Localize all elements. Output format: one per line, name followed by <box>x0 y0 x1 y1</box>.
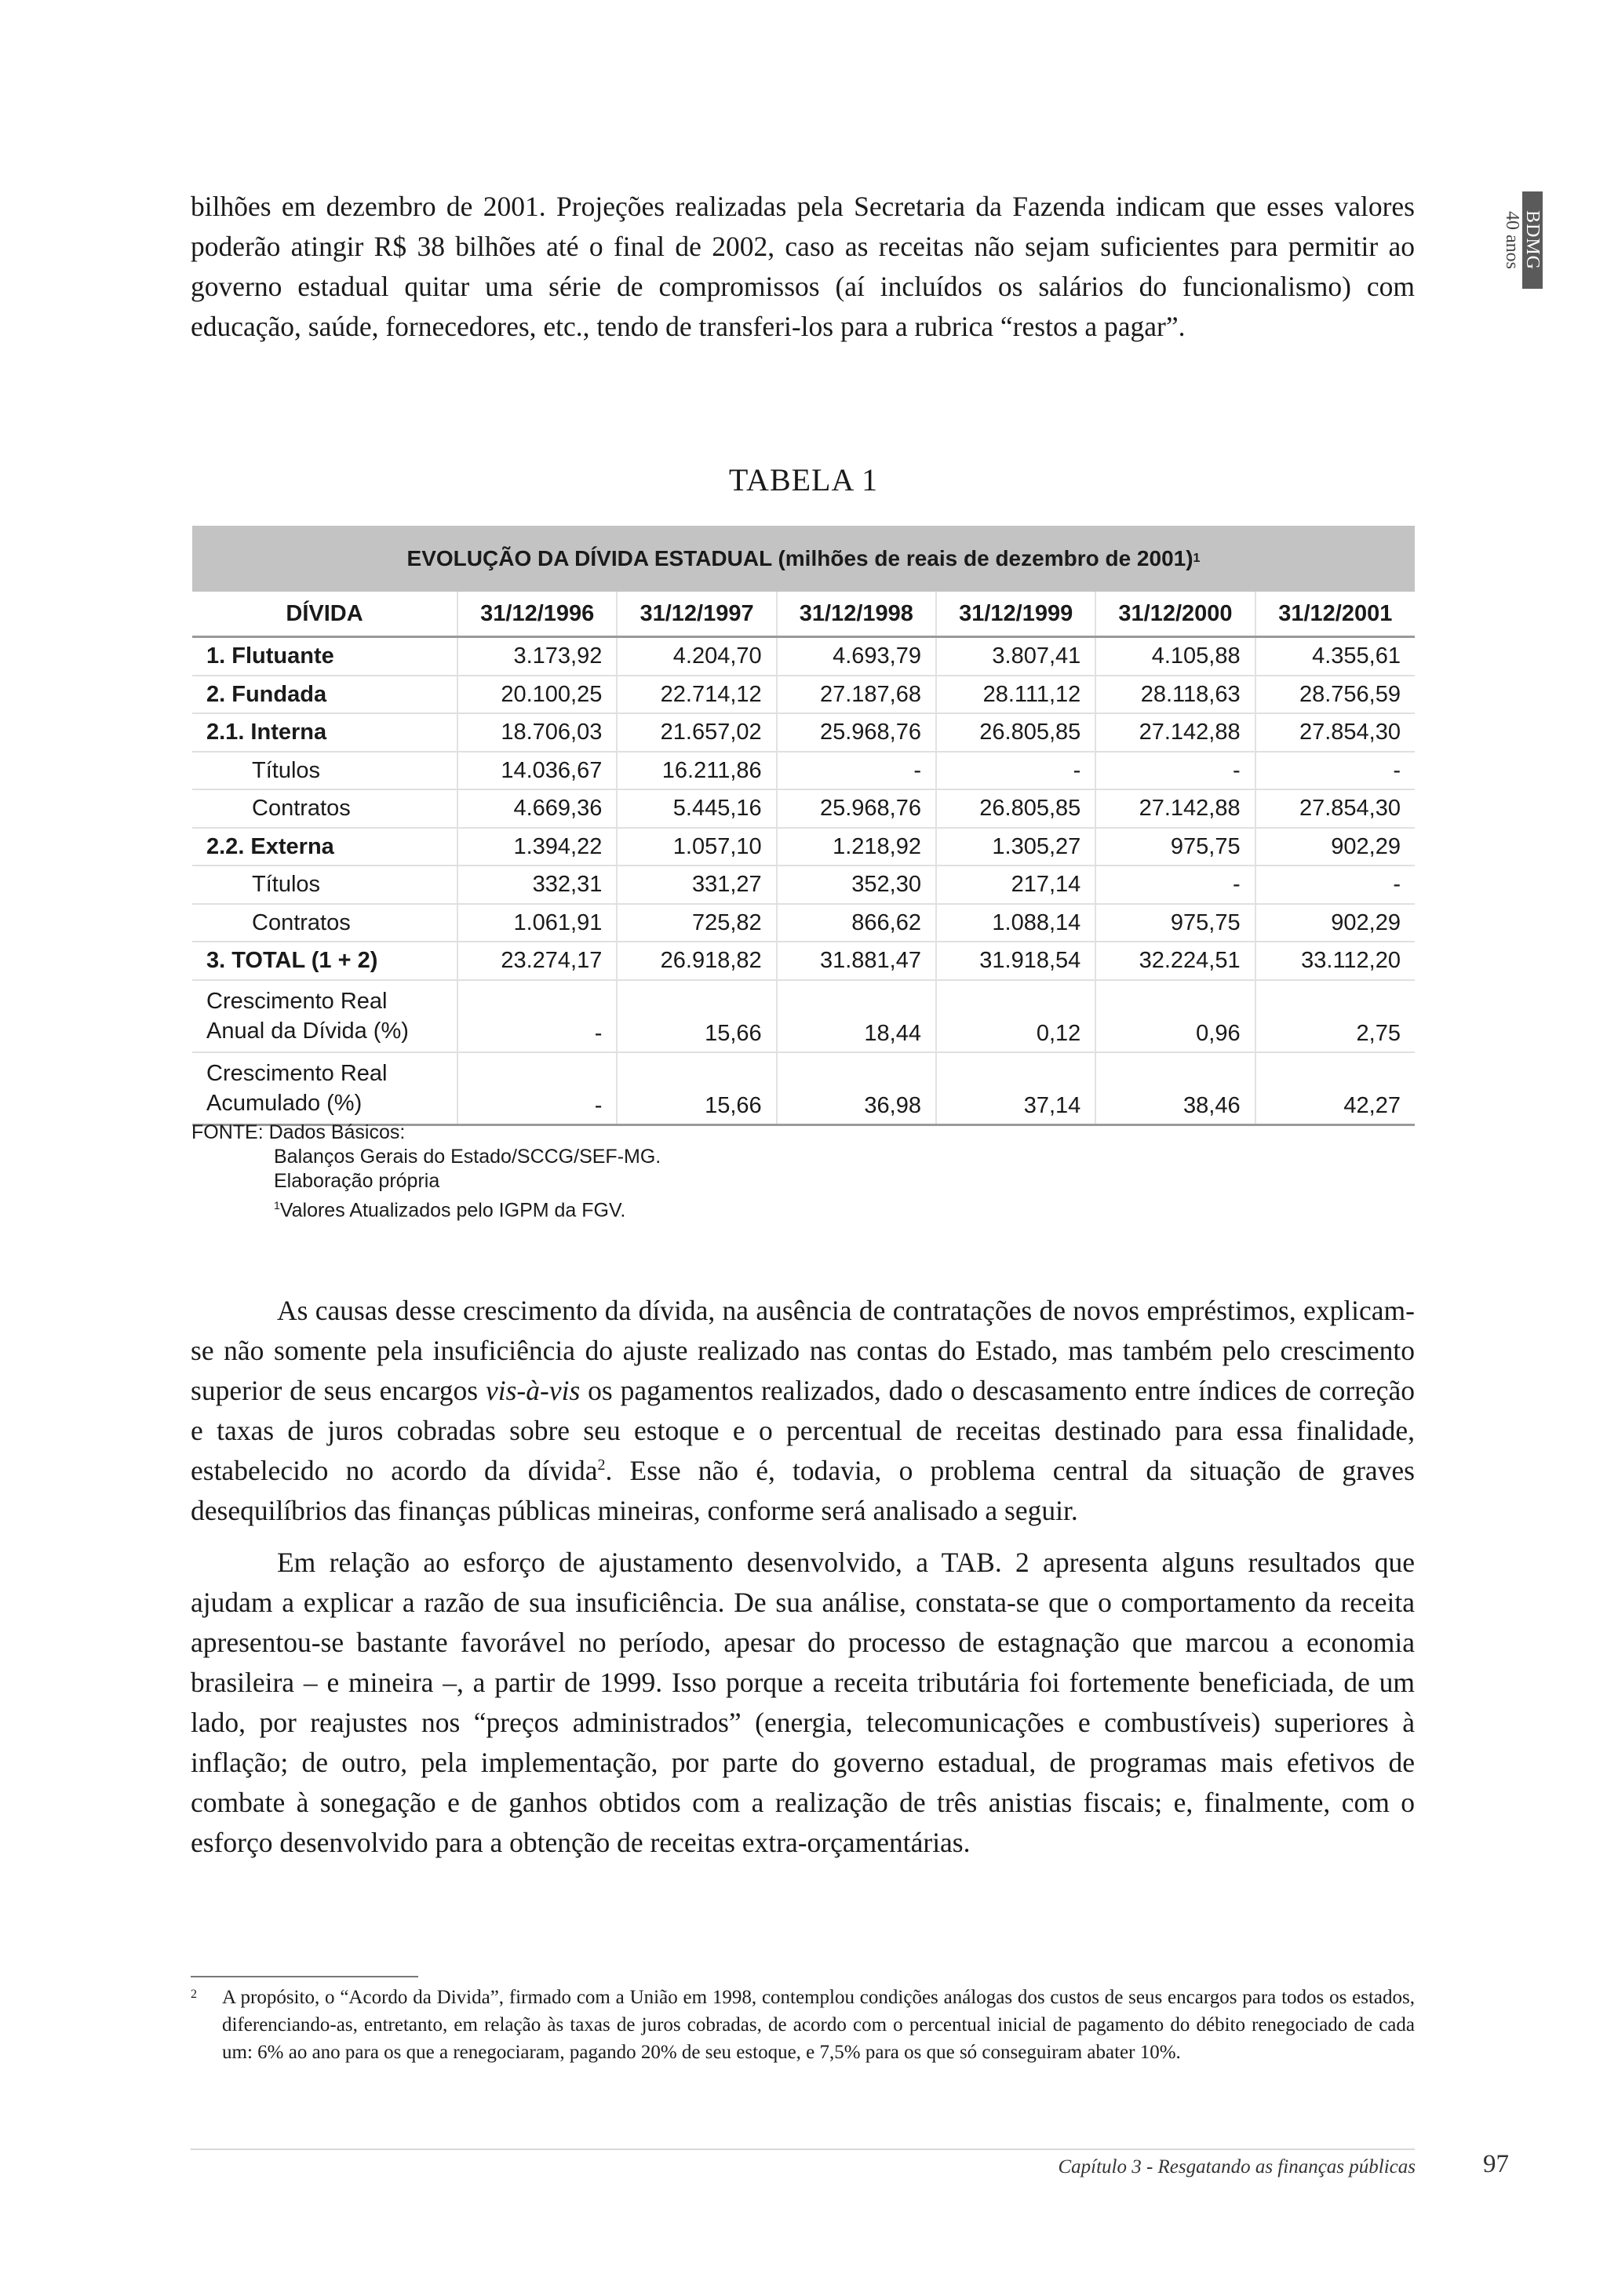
row-label <box>192 1052 457 1125</box>
table-cell: 27.142,88 <box>1095 713 1255 752</box>
table-cell: 28.118,63 <box>1095 676 1255 714</box>
table-cell: 1.218,92 <box>777 828 936 866</box>
paragraph-1: bilhões em dezembro de 2001. Projeções realizadas pela Secretaria da Fazenda indicam que esses valores poderão atingir R$ 38 bilhões até o final de 2002, caso as receitas não sejam suficientes para permitir ao governo estadual quitar uma série de compromissos (aí incluídos os salários do funcionalismo) com educação, saúde, fornecedores, etc., tendo de transferi-los para a rubrica “restos a pagar”. <box>191 191 1415 342</box>
table-cell: 3.807,41 <box>936 637 1095 676</box>
table-cell: 352,30 <box>777 866 936 904</box>
table-cell: 31.881,47 <box>777 942 936 980</box>
paragraph-3: Em relação ao esforço de ajustamento desenvolvido, a TAB. 2 apresenta alguns resultados que ajudam a explicar a razão de sua insuficiência. De sua análise, constata-se que o comportamento da receita apresentou-se bastante favorável no período, apesar do processo de estagnação que marcou a economia brasileira – e mineira –, a partir de 1999. Isso porque a receita tributária foi fortemente beneficiada, de um lado, por reajustes nos “preços administrados” (energia, telecomunicações e combustíveis) superiores à inflação; de outro, pela implementação, por parte do governo estadual, de programas mais efetivos de combate à sonegação e de ganhos obtidos com a realização de três anistias fiscais; e, finalmente, com o esforço desenvolvido para a obtenção de receitas extra-orçamentárias. <box>191 1547 1415 1858</box>
footnote-ref[interactable]: 2 <box>597 1456 606 1474</box>
column-header: 31/12/1999 <box>936 592 1095 637</box>
table-cell: 5.445,16 <box>617 789 776 828</box>
column-header: DÍVIDA <box>192 592 457 637</box>
table-cell: 4.105,88 <box>1095 637 1255 676</box>
table-cell: 866,62 <box>777 904 936 942</box>
side-tag <box>1502 191 1543 289</box>
years-label: 40 anos <box>1502 211 1522 269</box>
table-cell: 331,27 <box>617 866 776 904</box>
source-line: Elaboração própria <box>274 1170 440 1192</box>
source-line <box>191 1194 898 1223</box>
table-cell: 1.057,10 <box>617 828 776 866</box>
table-cell: 31.918,54 <box>936 942 1095 980</box>
table-cell: 217,14 <box>936 866 1095 904</box>
table-cell: 1.305,27 <box>936 828 1095 866</box>
footnote-number: 2 <box>191 1988 197 2001</box>
table-cell: 36,98 <box>777 1052 936 1125</box>
table-cell: 32.224,51 <box>1095 942 1255 980</box>
paragraph-2-text-a: As causas desse crescimento da dívida, na ausência de contratações de novos empréstimos, explicam-se não somente pela insuficiência do ajuste realizado nas contas do Estado, mas também pelo crescimento superior de seus encargos <box>191 1295 1415 1406</box>
row-label-line: Anual da Dívida (%) <box>206 1018 409 1044</box>
table-cell: 26.918,82 <box>617 942 776 980</box>
table-cell: 1.394,22 <box>457 828 617 866</box>
source-line: FONTE: Dados Básicos: <box>191 1121 406 1143</box>
column-header: 31/12/1996 <box>457 592 617 637</box>
table-cell: 0,96 <box>1095 980 1255 1052</box>
paragraph-2-text-b: os pagamentos realizados, dado o descasamento entre índices de correção e taxas de juros cobradas sobre seu estoque e o percentual de receitas destinado para essa finalidade, estabelecido no acordo da dívida <box>191 1375 1415 1486</box>
table-cell: 0,12 <box>936 980 1095 1052</box>
paragraph-2-text-c: . Esse não é, todavia, o problema central da situação de graves desequilíbrios das finanças públicas mineiras, conforme será analisado a seguir. <box>191 1455 1415 1526</box>
table-cell: 28.756,59 <box>1255 676 1415 714</box>
table-source <box>191 1121 898 1223</box>
row-label: Contratos <box>192 789 457 828</box>
paragraph-2-italic: vis-à-vis <box>486 1375 581 1406</box>
table-cell: 27.187,68 <box>777 676 936 714</box>
table-title <box>192 526 1415 592</box>
row-label: 1. Flutuante <box>192 637 457 676</box>
footer-divider <box>191 2148 1415 2150</box>
column-header: 31/12/2000 <box>1095 592 1255 637</box>
table-cell: - <box>777 752 936 790</box>
table-row <box>192 676 1415 714</box>
table-cell: 902,29 <box>1255 904 1415 942</box>
table-row <box>192 789 1415 828</box>
table-cell: - <box>457 980 617 1052</box>
column-header: 31/12/1997 <box>617 592 776 637</box>
table-cell: - <box>1255 866 1415 904</box>
table-cell: 4.355,61 <box>1255 637 1415 676</box>
table-cell: 42,27 <box>1255 1052 1415 1125</box>
row-label: 2. Fundada <box>192 676 457 714</box>
table-cell: 37,14 <box>936 1052 1095 1125</box>
table-cell: 23.274,17 <box>457 942 617 980</box>
page-number: 97 <box>1483 2150 1509 2178</box>
row-label <box>192 980 457 1052</box>
table-row <box>192 713 1415 752</box>
table-row <box>192 828 1415 866</box>
source-sup: 1 <box>274 1199 280 1212</box>
table-cell: 27.142,88 <box>1095 789 1255 828</box>
table-cell: 1.061,91 <box>457 904 617 942</box>
column-header: 31/12/2001 <box>1255 592 1415 637</box>
table-cell: 2,75 <box>1255 980 1415 1052</box>
table-cell: 1.088,14 <box>936 904 1095 942</box>
table-cell: 28.111,12 <box>936 676 1095 714</box>
footnote-text: A propósito, o “Acordo da Divida”, firmado com a União em 1998, contemplou condições análogas dos custos de seus encargos para todos os estados, diferenciando-as, entretanto, em relação às taxas de juros cobradas, de acordo com o percentual inicial de pagamento do débito renegociado de cada um: 6% ao ano para os que a renegociaram, pagando 20% de seu estoque, e 7,5% para os que só conseguiram abater 10%. <box>222 1987 1415 2063</box>
brand-label: BDMG <box>1522 191 1543 289</box>
row-label: 2.1. Interna <box>192 713 457 752</box>
table-cell: 27.854,30 <box>1255 713 1415 752</box>
table-cell: - <box>1095 752 1255 790</box>
table-cell: - <box>1255 752 1415 790</box>
table-title-text: EVOLUÇÃO DA DÍVIDA ESTADUAL (milhões de reais de dezembro de 2001) <box>406 546 1193 570</box>
table-cell: - <box>457 1052 617 1125</box>
table-cell: 15,66 <box>617 980 776 1052</box>
table-row <box>192 866 1415 904</box>
data-table <box>192 592 1415 1126</box>
table-cell: 21.657,02 <box>617 713 776 752</box>
table-row <box>192 942 1415 980</box>
table-cell: 22.714,12 <box>617 676 776 714</box>
table-cell: 15,66 <box>617 1052 776 1125</box>
paragraph-2 <box>191 1291 1415 1531</box>
table-cell: 18,44 <box>777 980 936 1052</box>
row-label: 3. TOTAL (1 + 2) <box>192 942 457 980</box>
table-cell: 975,75 <box>1095 828 1255 866</box>
source-note: Valores Atualizados pelo IGPM da FGV. <box>279 1199 626 1222</box>
footnote <box>191 1984 1415 2066</box>
table-row <box>192 904 1415 942</box>
table-cell: 902,29 <box>1255 828 1415 866</box>
debt-table <box>192 526 1415 1126</box>
row-label-line: Crescimento Real <box>206 988 388 1014</box>
column-header: 31/12/1998 <box>777 592 936 637</box>
table-cell: 4.669,36 <box>457 789 617 828</box>
table-cell: 25.968,76 <box>777 789 936 828</box>
table-cell: 725,82 <box>617 904 776 942</box>
table-cell: - <box>1095 866 1255 904</box>
table-cell: 4.204,70 <box>617 637 776 676</box>
row-label: Contratos <box>192 904 457 942</box>
table-cell: 14.036,67 <box>457 752 617 790</box>
table-cell: 16.211,86 <box>617 752 776 790</box>
table-title-sup: 1 <box>1193 552 1201 565</box>
table-row <box>192 980 1415 1052</box>
table-cell: 38,46 <box>1095 1052 1255 1125</box>
table-cell: 27.854,30 <box>1255 789 1415 828</box>
row-label: 2.2. Externa <box>192 828 457 866</box>
table-cell: 20.100,25 <box>457 676 617 714</box>
table-row <box>192 752 1415 790</box>
table-cell: 4.693,79 <box>777 637 936 676</box>
table-caption: TABELA 1 <box>728 462 879 497</box>
table-cell: 3.173,92 <box>457 637 617 676</box>
table-cell: 26.805,85 <box>936 789 1095 828</box>
row-label-line: Acumulado (%) <box>206 1090 363 1116</box>
table-cell: 33.112,20 <box>1255 942 1415 980</box>
table-cell: 18.706,03 <box>457 713 617 752</box>
table-header-row <box>192 592 1415 637</box>
table-cell: 332,31 <box>457 866 617 904</box>
table-cell: 26.805,85 <box>936 713 1095 752</box>
row-label: Títulos <box>192 752 457 790</box>
source-line: Balanços Gerais do Estado/SCCG/SEF-MG. <box>274 1146 661 1168</box>
table-row <box>192 1052 1415 1125</box>
table-cell: 975,75 <box>1095 904 1255 942</box>
table-row <box>192 637 1415 676</box>
row-label: Títulos <box>192 866 457 904</box>
row-label-line: Crescimento Real <box>206 1060 388 1086</box>
running-footer: Capítulo 3 - Resgatando as finanças públicas <box>1058 2156 1416 2178</box>
footnote-divider <box>191 1976 418 1977</box>
table-cell: 25.968,76 <box>777 713 936 752</box>
table-cell: - <box>936 752 1095 790</box>
